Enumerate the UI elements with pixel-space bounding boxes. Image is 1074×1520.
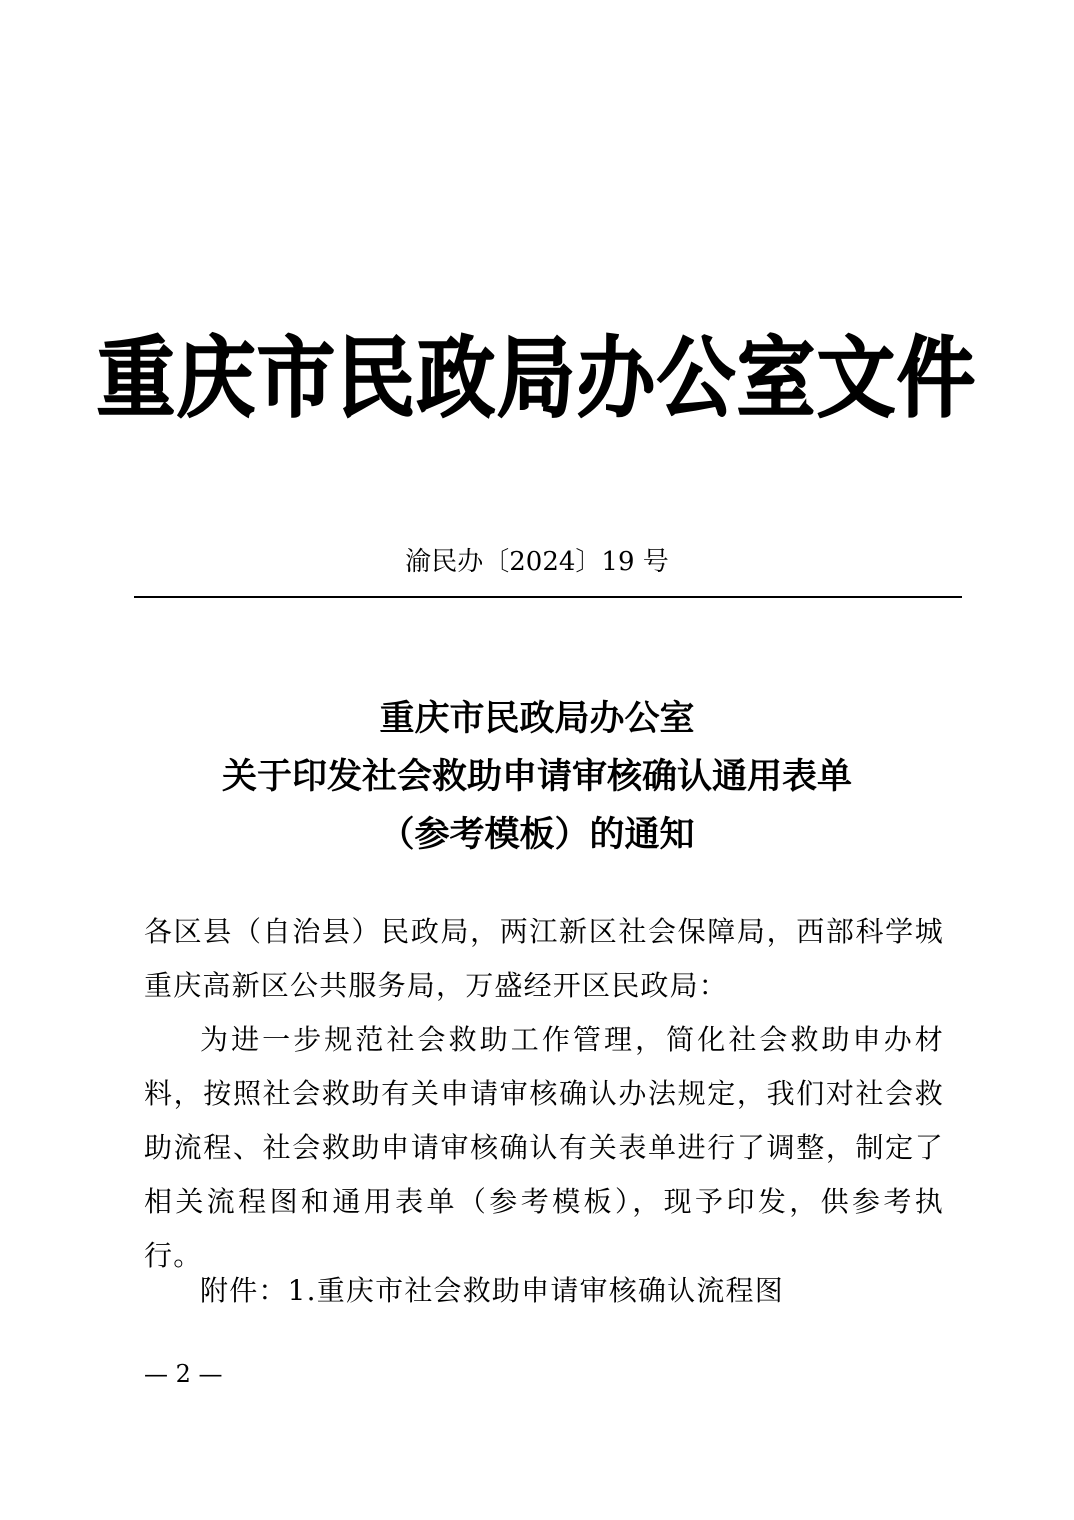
document-number: 渝民办〔2024〕19 号 xyxy=(405,547,669,577)
notice-title-line-1: 重庆市民政局办公室 xyxy=(379,698,695,739)
notice-title-line-2: 关于印发社会救助申请审核确认通用表单 xyxy=(221,756,852,797)
attachment-line: 附件：1.重庆市社会救助申请审核确认流程图 xyxy=(200,1274,784,1307)
notice-title xyxy=(0,690,1074,864)
issuing-authority-header: 重庆市民政局办公室文件 xyxy=(96,328,977,430)
page-number: — 2 — xyxy=(144,1360,223,1388)
notice-title-line-3: （参考模板）的通知 xyxy=(379,814,695,855)
addressee-paragraph: 各区县（自治县）民政局，两江新区社会保障局，西部科学城重庆高新区公共服务局，万盛经开区民政局： xyxy=(144,915,944,1002)
main-paragraph: 为进一步规范社会救助工作管理，简化社会救助申办材料，按照社会救助有关申请审核确认办法规定，我们对社会救助流程、社会救助申请审核确认有关表单进行了调整，制定了相关流程图和通用表单（参考模板），现予印发，供参考执行。 xyxy=(144,1023,944,1272)
header-separator-line xyxy=(134,596,962,598)
notice-body xyxy=(144,905,944,1283)
